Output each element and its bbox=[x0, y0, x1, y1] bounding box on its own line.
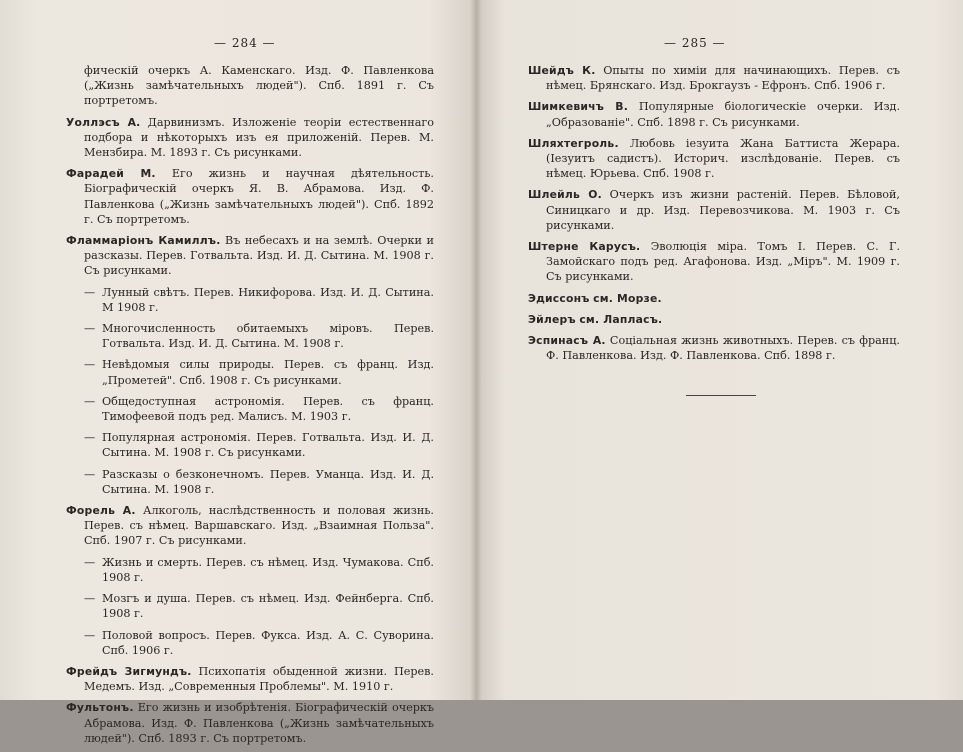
page-number: — 284 — bbox=[214, 36, 276, 50]
entry-text: Любовь іезуита Жана Баттиста Жерара. (Іезуитъ садистъ). Историч. изслѣдованіе. Перев. съ нѣмец. Юрьева. Спб. 1908 г. bbox=[546, 136, 900, 181]
entry-text: Очеркъ изъ жизни растеній. Перев. Бѣловой, Синицкаго и др. Изд. Перевозчикова. М. 1903 г. Съ рисунками. bbox=[546, 188, 900, 232]
entry-text: Алкоголь, наслѣдственность и половая жизнь. Перев. съ нѣмец. Варшавскаго. Изд. „Взаимная Польза". Спб. 1907 г. Съ рисунками. bbox=[84, 504, 434, 548]
sub-entry-text: Разсказы о безконечномъ. Перев. Уманца. Изд. И. Д. Сытина. М. 1908 г. bbox=[102, 467, 434, 496]
left-text-column bbox=[66, 63, 434, 752]
author-name: Эспинасъ А. bbox=[528, 334, 606, 348]
sub-entry-text: Половой вопросъ. Перев. Фукса. Изд. А. С. Суворина. Спб. 1906 г. bbox=[102, 628, 434, 657]
sub-entry: — Многочисленность обитаемыхъ міровъ. Перев. Готвальта. Изд. И. Д. Сытина. М. 1908 г. bbox=[84, 322, 434, 351]
cross-reference-entry bbox=[528, 312, 900, 327]
author-name: Штерне Карусъ. bbox=[528, 240, 641, 254]
sub-entry: — Половой вопросъ. Перев. Фукса. Изд. А. С. Суворина. Спб. 1906 г. bbox=[84, 628, 434, 657]
entry-text: Его жизнь и научная дѣятельность. Біографическій очеркъ Я. В. Абрамова. Изд. Ф. Павленкова („Жизнь замѣчательныхъ людей"). Спб. 1892 г. Съ портретомъ. bbox=[84, 167, 434, 226]
author-name: Фарадей М. bbox=[66, 167, 156, 181]
entry-text: Его жизнь и изобрѣтенія. Біографическій очеркъ Абрамова. Изд. Ф. Павленкова („Жизнь замѣчательныхъ людей"). Спб. 1893 г. Съ портретомъ. bbox=[84, 701, 434, 745]
author-name: Шейдъ К. bbox=[528, 64, 596, 77]
bibliography-entry bbox=[66, 503, 434, 549]
sub-entry: — Популярная астрономія. Перев. Готвальта. Изд. И. Д. Сытина. М. 1908 г. Съ рисунками. bbox=[84, 431, 434, 460]
cross-reference-text: см. Морзе. bbox=[593, 291, 662, 305]
bibliography-entry bbox=[66, 115, 434, 161]
sub-entry-text: Мозгъ и душа. Перев. съ нѣмец. Изд. Фейнберга. Спб. 1908 г. bbox=[102, 592, 434, 621]
author-name: Фламмаріонъ Камиллъ. bbox=[66, 234, 221, 248]
right-page bbox=[476, 0, 963, 700]
right-text-column bbox=[528, 63, 900, 369]
cross-reference-text: см. Лапласъ. bbox=[579, 312, 663, 326]
sub-entry-text: Лунный свѣтъ. Перев. Никифорова. Изд. И. Д. Сытина. М 1908 г. bbox=[102, 285, 434, 314]
sub-entry: — Лунный свѣтъ. Перев. Никифорова. Изд. И. Д. Сытина. М 1908 г. bbox=[84, 285, 434, 314]
sub-entry-text: Популярная астрономія. Перев. Готвальта. Изд. И. Д. Сытина. М. 1908 г. Съ рисунками. bbox=[102, 431, 434, 460]
sub-entry-text: Невѣдомыя силы природы. Перев. съ франц. Изд. „Прометей". Спб. 1908 г. Съ рисунками. bbox=[102, 358, 434, 387]
left-page bbox=[0, 0, 476, 745]
entry-text: Дарвинизмъ. Изложеніе теоріи естественнаго подбора и нѣкоторыхъ изъ ея приложеній. Перев. М. Мензбира. М. 1893 г. Съ рисунками. bbox=[84, 115, 434, 160]
sub-entry: — Невѣдомыя силы природы. Перев. съ франц. Изд. „Прометей". Спб. 1908 г. Съ рисунками. bbox=[84, 358, 434, 387]
author-name: Форель А. bbox=[66, 504, 136, 518]
entry-text: Популярные біологическіе очерки. Изд. „Образованіе". Спб. 1898 г. Съ рисунками. bbox=[546, 100, 901, 129]
author-name: Фрейдъ Зигмундъ. bbox=[66, 664, 192, 678]
bibliography-entry bbox=[66, 664, 434, 694]
entry-text: Опыты по химіи для начинающихъ. Перев. съ нѣмец. Брянскаго. Изд. Брокгаузъ - Ефронъ. Спб. 1906 г. bbox=[546, 64, 900, 93]
bibliography-entry bbox=[528, 187, 900, 233]
bibliography-entry bbox=[528, 99, 900, 129]
author-name: Шлейль О. bbox=[528, 188, 602, 202]
sub-entry: — Жизнь и смерть. Перев. съ нѣмец. Изд. Чумакова. Спб. 1908 г. bbox=[84, 555, 434, 584]
bibliography-entry bbox=[528, 239, 900, 285]
author-name: Эйлеръ bbox=[528, 312, 576, 326]
entry-text: Соціальная жизнь животныхъ. Перев. съ франц. Ф. Павленкова. Изд. Ф. Павленкова. Спб. 1898 г. bbox=[546, 334, 900, 363]
cross-reference-entry bbox=[528, 291, 900, 306]
author-name: Шимкевичъ В. bbox=[528, 100, 629, 114]
entry-text: Эволюція міра. Томъ I. Перев. С. Г. Замойскаго подъ ред. Агафонова. Изд. „Міръ". М. 1909 г. Съ рисунками. bbox=[546, 240, 900, 284]
sub-entry-text: Жизнь и смерть. Перев. съ нѣмец. Изд. Чумакова. Спб. 1908 г. bbox=[102, 555, 434, 584]
bibliography-entry bbox=[528, 63, 900, 93]
author-name: Уоллэсъ А. bbox=[66, 115, 141, 129]
sub-entry-text: Многочисленность обитаемыхъ міровъ. Перев. Готвальта. Изд. И. Д. Сытина. М. 1908 г. bbox=[102, 322, 434, 351]
author-name: Фультонъ. bbox=[66, 701, 134, 715]
entry-text: Психопатія обыденной жизни. Перев. Медемъ. Изд. „Современныя Проблемы". М. 1910 г. bbox=[84, 664, 434, 694]
bibliography-entry bbox=[528, 333, 900, 363]
continuation-text: фическій очеркъ А. Каменскаго. Изд. Ф. Павленкова („Жизнь замѣчательныхъ людей"). Спб. 1891 г. Съ портретомъ. bbox=[84, 64, 434, 108]
page-number: — 285 — bbox=[664, 36, 726, 50]
author-name: Эдиссонъ bbox=[528, 291, 590, 305]
bibliography-entry bbox=[66, 700, 434, 746]
book-gutter bbox=[470, 0, 482, 700]
sub-entry: — Общедоступная астрономія. Перев. съ франц. Тимофеевой подъ ред. Малисъ. М. 1903 г. bbox=[84, 394, 434, 424]
bibliography-entry bbox=[66, 166, 434, 227]
bibliography-entry bbox=[66, 233, 434, 279]
sub-entry: — Мозгъ и душа. Перев. съ нѣмец. Изд. Фейнберга. Спб. 1908 г. bbox=[84, 592, 434, 621]
entry-text: Въ небесахъ и на землѣ. Очерки и разсказы. Перев. Готвальта. Изд. И. Д. Сытина. М. 1908 г. Съ рисунками. bbox=[84, 234, 434, 278]
sub-entry-text: Общедоступная астрономія. Перев. съ франц. Тимофеевой подъ ред. Малисъ. М. 1903 г. bbox=[102, 394, 434, 424]
author-name: Шляхтегроль. bbox=[528, 136, 619, 150]
bibliography-entry bbox=[528, 136, 900, 182]
sub-entry: — Разсказы о безконечномъ. Перев. Уманца. Изд. И. Д. Сытина. М. 1908 г. bbox=[84, 467, 434, 496]
end-rule bbox=[686, 395, 756, 396]
